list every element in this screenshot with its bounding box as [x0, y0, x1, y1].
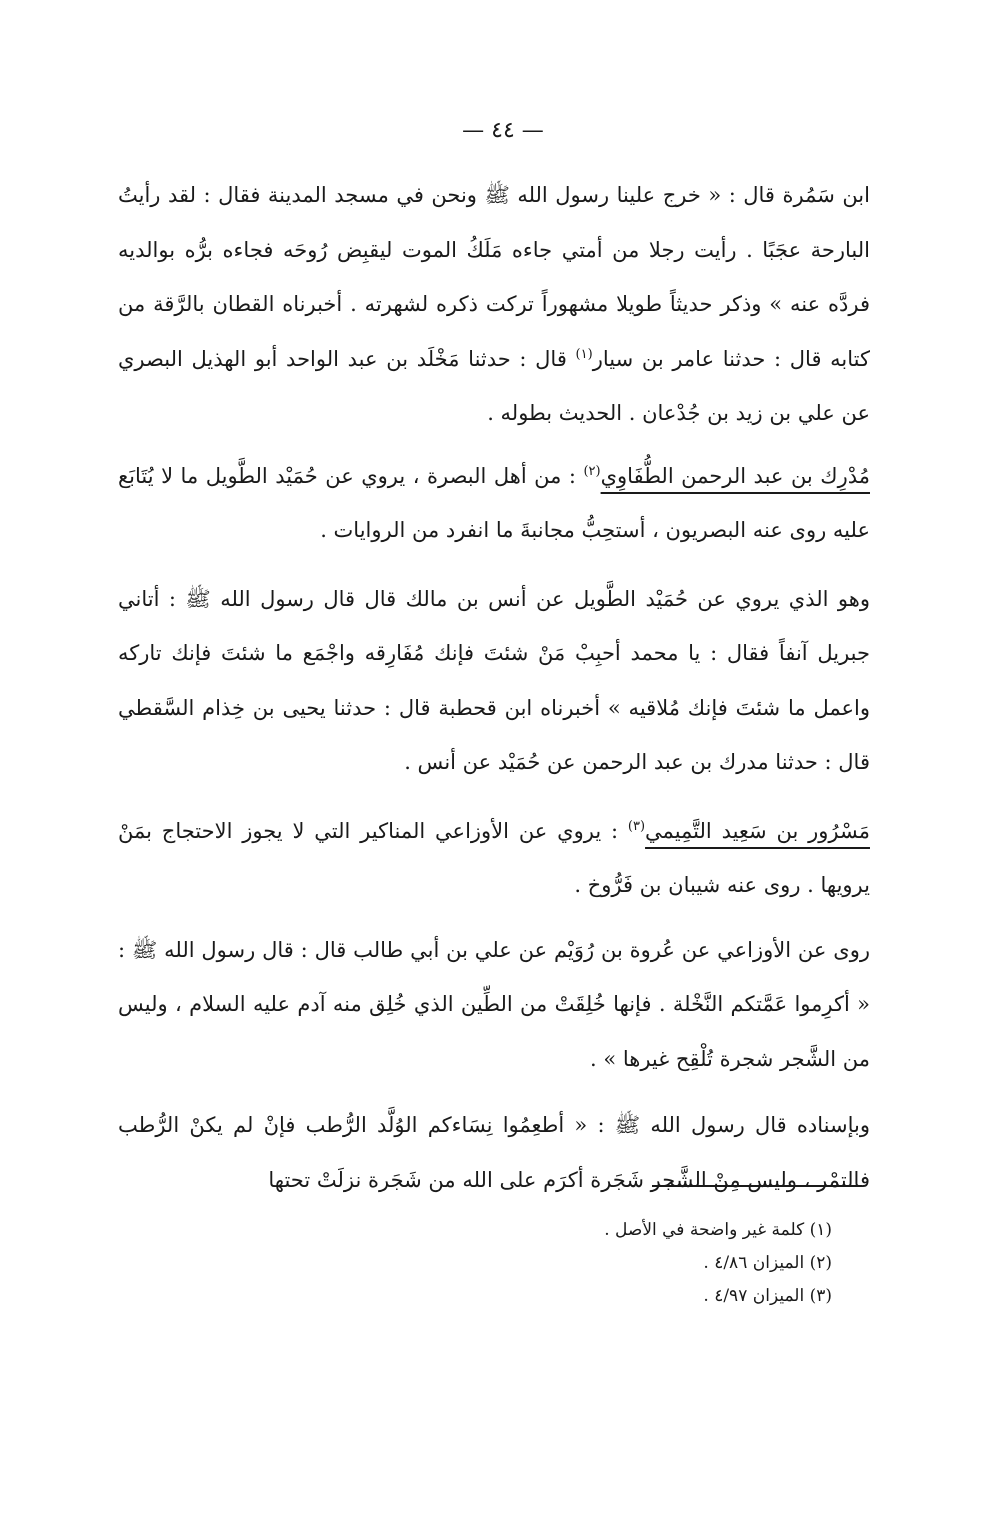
footnote-3: (٣) الميزان ٤/٩٧ . [703, 1286, 832, 1306]
footnote-ref-3: (٣) [627, 818, 646, 834]
narrator-name-masrur: مَسْرُور بن سَعِيد التَّمِيمي [645, 818, 870, 843]
narrator-name-madrak: مُدْرِك بن عبد الرحمن الطُّفَاوِي [600, 463, 870, 488]
paragraph-3: وهو الذي يروي عن حُمَيْد الطَّويل عن أنس بن مالك قال قال رسول الله ﷺ : أتاني جبريل آنفاً فقال : يا محمد أحبِبْ مَنْ شئتَ فإنك مُفَارِقه واجْمَع ما شئتَ فإنك تاركه واعمل ما شئتَ فإنك مُلاقيه » أخبرناه ابن قحطبة قال : حدثنا يحيى بن خِذام السَّقطي قال : حدثنا مدرك بن عبد الرحمن عن حُمَيْد عن أنس . [118, 586, 870, 774]
paragraph-1-tail: قال : حدثنا مَخْلَد بن عبد الواحد أبو الهذيل البصري عن علي بن زيد بن جُدْعان . الحديث بطوله . [118, 346, 870, 425]
body-text [118, 168, 870, 1207]
paragraph-1-text: ابن سَمُرة قال : « خرج علينا رسول الله ﷺ ونحن في مسجد المدينة فقال : لقد رأيتُ البارحة عجَبًا . رأيت رجلا من أمتي جاءه مَلَكُ الموت ليقبِض رُوحَه فجاءه برُّه بوالديه فردَّه عنه » وذكر حديثاً طويلا مشهوراً تركت ذكره لشهرته . أخبرناه القطان بالرَّقة من كتابه قال : حدثنا عامر بن سيار [118, 183, 870, 371]
paragraph-2-text: : من أهل البصرة ، يروي عن حُمَيْد الطَّويل ما لا يُتَابَع عليه روى عنه البصريون ، أستحِبُّ مجانبةَ ما انفرد من الروايات . [118, 463, 870, 542]
paragraph-5: روى عن الأوزاعي عن عُروة بن رُوَيْم عن علي بن أبي طالب قال : قال رسول الله ﷺ : « أكرِموا عَمَّتكم النَّخْلة . فإنها خُلِقَتْ من الطِّين الذي خُلِق منه آدم عليه السلام ، وليس من الشَّجر شجرة تُلْقِح غيرها » . [118, 937, 870, 1071]
paragraph-4 [118, 804, 870, 913]
footnote-ref-2: (٢) [583, 463, 601, 479]
paragraph-2 [118, 449, 870, 558]
paragraph-1 [118, 168, 870, 441]
footnote-divider [652, 1185, 862, 1187]
paragraph-4-text: : يروي عن الأوزاعي المناكير التي لا يجوز الاحتجاج بمَنْ يرويها . روى عنه شيبان بن فَرُّوخ . [118, 818, 870, 897]
footnote-2: (٢) الميزان ٤/٨٦ . [703, 1253, 832, 1273]
paragraph-6: وبإسناده قال رسول الله ﷺ : « أطعِمُوا نِسَاءكم الوُلَّد الرُّطب فإنْ لم يكنْ الرُّطب فالتمْر ، وليس مِنْ الشَّجر شَجَرة أكرَم على الله من شَجَرة نزلَتْ تحتها [118, 1113, 870, 1192]
footnotes [420, 1214, 832, 1313]
footnote-ref-1: (١) [575, 346, 593, 362]
page-number: — ٤٤ — [462, 118, 544, 143]
footnote-1: (١) كلمة غير واضحة في الأصل . [604, 1220, 832, 1240]
